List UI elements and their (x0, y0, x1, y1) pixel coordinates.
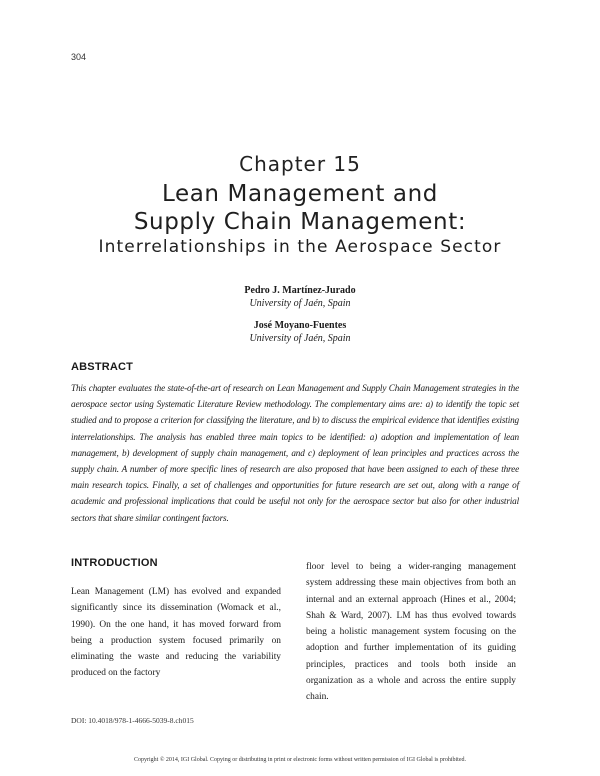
introduction-right-column: floor level to being a wider-ranging management system addressing these main objectives from both an internal and an external approach (Hines et al., 2004; Shah & Ward, 2007). LM has thus evolved towards being a holistic management system focusing on the adoption and further implementation of its guiding principles, practices and tools both inside an organization as a whole and across the entire supply chain. (306, 562, 516, 703)
copyright-footer: Copyright © 2014, IGI Global. Copying or distributing in print or electronic forms without written permission of IGI Global is prohibited. (133, 757, 466, 763)
author-affiliation: University of Jaén, Spain (249, 298, 351, 309)
abstract-text: This chapter evaluates the state-of-the-art of research on Lean Management and Supply Chain Management strategies in the aerospace sector using Systematic Literature Review methodology. The complementary aims are: a) to identify the topic set studied and to propose a criterion for classifying the literature, and b) to discuss the empirical evidence that identifies existing interrelationships. The analysis has enabled three main topics to be identified: a) adoption and implementation of lean management, b) development of supply chain management, and c) deployment of lean principles and practices across the supply chain. A number of more specific lines of research are also proposed that have been assigned to each of these three main research topics. Finally, a set of challenges and opportunities for future research are set out, along with a range of academic and professional implications that could be useful not only for the aerospace sector but also for other industrial sectors that share similar contingent factors. (71, 383, 519, 523)
chapter-title-line-1: Lean Management and (161, 181, 439, 207)
introduction-heading: INTRODUCTION (71, 557, 158, 569)
page-number: 304 (71, 52, 87, 62)
chapter-label: Chapter 15 (239, 152, 361, 176)
introduction-left-column: Lean Management (LM) has evolved and expanded significantly since its dissemination (Womack et al., 1990). On the one hand, it has moved forward from being a production system focused primarily on eliminating the waste and reducing the variability produced on the factory (71, 587, 281, 679)
chapter-title-line-2: Supply Chain Management: (133, 209, 467, 235)
chapter-subtitle: Interrelationships in the Aerospace Sector (98, 237, 502, 257)
author-affiliation: University of Jaén, Spain (249, 333, 351, 344)
author-name: José Moyano-Fuentes (253, 320, 347, 331)
doi: DOI: 10.4018/978-1-4666-5039-8.ch015 (71, 716, 194, 725)
chapter-title (0, 180, 600, 236)
abstract-heading: ABSTRACT (71, 361, 134, 373)
author-name: Pedro J. Martínez-Jurado (244, 285, 356, 296)
